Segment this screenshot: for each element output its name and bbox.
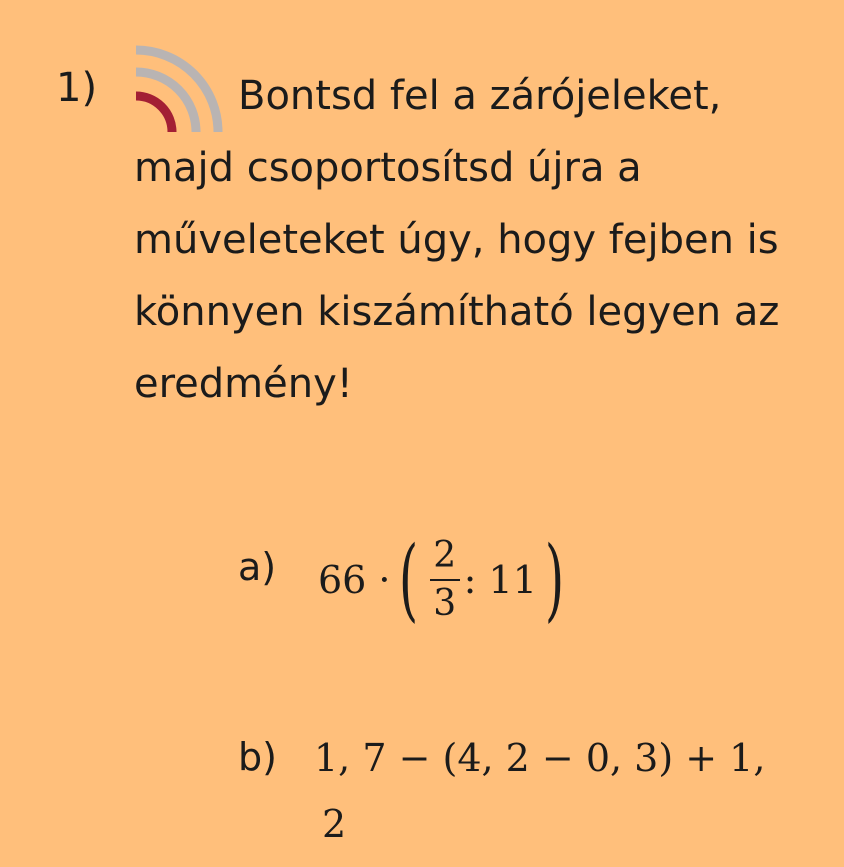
exercise-a-expression — [318, 520, 572, 640]
fraction-denominator: 3 — [433, 583, 457, 624]
exercise-b-label: b) — [238, 735, 277, 779]
expr-a-close-paren: ) — [544, 527, 565, 632]
fraction-bar — [430, 579, 460, 581]
expr-a-fraction — [430, 535, 460, 625]
task-instruction: Bontsd fel a zárójeleket, majd csoportosítsd újra a műveleteket úgy, hogy fejben is könnyen kiszámítható legyen az eredmény! — [134, 73, 780, 407]
expr-a-rest: : 11 — [463, 558, 537, 602]
fraction-numerator: 2 — [433, 535, 457, 576]
task-number: 1) — [56, 65, 98, 111]
exercise-b-expression-line2: 2 — [322, 802, 347, 846]
expr-a-prefix: 66 · — [318, 558, 391, 602]
expr-a-open-paren: ( — [398, 527, 418, 632]
exercise-a-label: a) — [238, 545, 277, 589]
exercise-b-expression-line1: 1, 7 − (4, 2 − 0, 3) + 1, — [314, 736, 766, 780]
